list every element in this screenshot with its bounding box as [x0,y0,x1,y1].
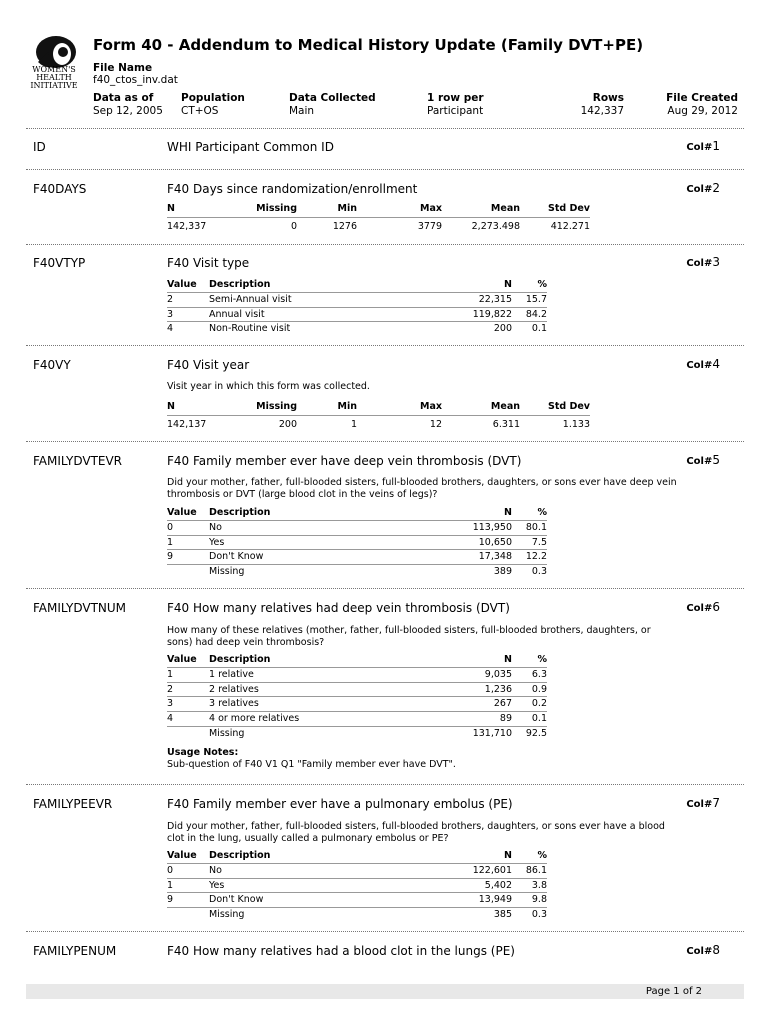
stat-value: 1.133 [520,416,590,431]
section-divider [26,128,744,129]
freq-pct: 80.1 [525,522,547,533]
section-divider [26,588,744,589]
variable-name: F40VTYP [33,256,86,270]
col-number: 5 [712,453,720,467]
col-prefix: Col# [686,360,713,371]
variable-name: FAMILYPENUM [33,944,117,958]
variable-label: F40 Visit type [167,256,250,270]
freq-pct: 0.3 [531,566,547,578]
frequency-table [167,653,547,740]
freq-header-n: N [504,507,512,518]
section-divider [26,784,744,785]
freq-pct: 0.9 [531,683,547,695]
freq-header-row [167,278,547,292]
freq-row [167,878,547,893]
stats-table [167,401,590,430]
freq-row [167,711,547,726]
freq-header-value: Value [167,507,197,518]
stat-value: 1276 [297,218,357,233]
stat-header: N [167,401,175,412]
freq-description: Don't Know [209,551,264,563]
col-prefix: Col# [686,456,713,467]
variable-description: Visit year in which this form was collected. [167,381,370,392]
freq-header-n: N [504,654,512,665]
freq-row [167,564,547,579]
freq-value: 3 [167,308,174,320]
freq-row [167,307,547,322]
frequency-table [167,849,547,922]
freq-description: No [209,865,222,876]
freq-description: Missing [209,566,245,578]
stat-header: Max [420,401,442,412]
variable-description: How many of these relatives (mother, father, full-blooded sisters, full-blooded brothers, daughters, or sons) had deep vein thrombosis? [167,625,651,648]
freq-header-value: Value [167,279,197,290]
freq-n: 9,035 [484,669,512,680]
stat-header: Mean [490,401,520,412]
freq-header-pct: % [537,654,547,665]
freq-n: 113,950 [472,522,512,533]
stat-value: 1 [297,416,357,431]
freq-description: No [209,522,222,533]
meta-label: 1 row per [427,92,484,104]
col-prefix: Col# [686,799,713,810]
freq-description: 3 relatives [209,698,259,710]
footer-bar [26,984,744,999]
meta-value: 142,337 [580,105,624,117]
freq-row [167,520,547,535]
freq-row [167,863,547,878]
variable-name: F40VY [33,358,71,372]
variable-label: F40 Family member ever have a pulmonary embolus (PE) [167,797,513,811]
freq-pct: 0.2 [531,698,547,710]
freq-n: 5,402 [484,879,512,891]
variable-name: FAMILYDVTEVR [33,454,123,468]
freq-value: 4 [167,713,174,725]
column-number [686,181,720,195]
freq-row [167,907,547,922]
freq-pct: 6.3 [531,669,547,680]
freq-n: 89 [499,713,512,725]
usage-notes-label: Usage Notes: [167,747,239,758]
freq-header-pct: % [537,507,547,518]
col-prefix: Col# [686,258,713,269]
freq-pct: 0.1 [531,713,547,725]
meta-row-per [427,92,484,118]
freq-description: Yes [209,879,225,891]
meta-label: Data Collected [289,92,376,104]
freq-row [167,321,547,336]
freq-value: 9 [167,551,174,563]
meta-value: Main [289,105,315,117]
freq-row [167,549,547,564]
meta-label: File Created [666,92,738,104]
freq-header-description: Description [209,850,271,861]
freq-n: 119,822 [472,308,512,320]
column-number [686,943,720,957]
freq-row [167,726,547,741]
section-divider [26,244,744,245]
freq-description: Non-Routine visit [209,323,291,335]
stat-value: 6.311 [442,416,520,431]
variable-name: F40DAYS [33,182,87,196]
meta-label: Population [181,92,245,104]
freq-pct: 15.7 [525,294,547,305]
freq-n: 131,710 [472,727,512,739]
stat-header: Max [420,203,442,214]
freq-pct: 9.8 [531,894,547,906]
freq-value: 4 [167,323,174,335]
freq-n: 200 [493,323,512,335]
freq-description: 2 relatives [209,683,259,695]
variable-label: F40 How many relatives had a blood clot in the lungs (PE) [167,944,515,958]
stat-header: Min [337,203,357,214]
freq-pct: 12.2 [525,551,547,563]
freq-value: 3 [167,698,174,710]
col-number: 7 [712,796,720,810]
meta-rows [581,92,624,118]
col-prefix: Col# [686,603,713,614]
col-number: 2 [712,181,720,195]
meta-value: Aug 29, 2012 [667,105,738,117]
freq-header-description: Description [209,654,271,665]
freq-pct: 3.8 [531,879,547,891]
stat-header: Std Dev [547,203,590,214]
freq-row [167,892,547,907]
stat-value: 142,137 [167,416,222,431]
freq-header-value: Value [167,850,197,861]
freq-description: 4 or more relatives [209,713,300,725]
column-number [686,255,720,269]
meta-population [181,92,245,118]
freq-value: 9 [167,894,174,906]
col-prefix: Col# [686,184,713,195]
whi-logo-text: WOMEN'S HEALTH INITIATIVE [30,65,78,90]
freq-row [167,667,547,682]
col-number: 3 [712,255,720,269]
freq-value: 2 [167,294,174,305]
column-number [686,796,720,810]
file-name-value: f40_ctos_inv.dat [93,74,178,86]
freq-header-row [167,506,547,520]
section-divider [26,169,744,170]
section-divider [26,931,744,932]
freq-n: 22,315 [478,294,512,305]
freq-value: 0 [167,522,174,533]
freq-n: 122,601 [472,865,512,876]
col-prefix: Col# [686,142,713,153]
frequency-table [167,278,547,336]
file-name-label: File Name [93,62,153,74]
freq-n: 1,236 [484,683,512,695]
variable-name: FAMILYPEEVR [33,797,113,811]
meta-value: CT+OS [181,105,219,117]
stat-value: 200 [222,416,297,431]
col-number: 6 [712,600,720,614]
stat-value: 412.271 [520,218,590,233]
freq-description: Annual visit [209,308,265,320]
freq-n: 13,949 [478,894,512,906]
variable-label: WHI Participant Common ID [167,140,334,154]
freq-pct: 86.1 [525,865,547,876]
usage-notes [167,747,456,771]
freq-n: 389 [493,566,512,578]
variable-label: F40 Days since randomization/enrollment [167,182,418,196]
frequency-table [167,506,547,579]
stat-value: 12 [357,416,442,431]
freq-pct: 0.1 [531,323,547,335]
variable-label: F40 How many relatives had deep vein thrombosis (DVT) [167,601,510,615]
stat-value: 3779 [357,218,442,233]
stat-header: Mean [490,203,520,214]
freq-pct: 84.2 [525,308,547,320]
column-number [686,139,720,153]
meta-value: Sep 12, 2005 [93,105,163,117]
freq-row [167,682,547,697]
stat-value: 0 [222,218,297,233]
meta-label: Rows [592,92,624,104]
stat-header: Std Dev [547,401,590,412]
freq-value: 2 [167,683,174,695]
freq-header-row [167,849,547,863]
col-number: 4 [712,357,720,371]
meta-data-collected [289,92,376,118]
variable-name: FAMILYDVTNUM [33,601,127,615]
section-divider [26,441,744,442]
freq-value: 1 [167,669,174,680]
col-number: 1 [712,139,720,153]
freq-pct: 0.3 [531,909,547,921]
freq-header-description: Description [209,279,271,290]
col-number: 8 [712,943,720,957]
freq-n: 385 [493,909,512,921]
stat-header: N [167,203,175,214]
column-number [686,357,720,371]
freq-header-n: N [504,850,512,861]
variable-description: Did your mother, father, full-blooded sisters, full-blooded brothers, daughters, or sons ever have a blood clot in the lung, usually called a pulmonary embolus or PE? [167,821,665,844]
variable-label: F40 Family member ever have deep vein thrombosis (DVT) [167,454,522,468]
freq-row [167,292,547,307]
freq-n: 17,348 [478,551,512,563]
col-prefix: Col# [686,946,713,957]
freq-header-n: N [504,279,512,290]
freq-pct: 7.5 [531,536,547,548]
freq-description: 1 relative [209,669,254,680]
freq-description: Yes [209,536,225,548]
variable-label: F40 Visit year [167,358,250,372]
freq-description: Semi-Annual visit [209,294,292,305]
freq-value: 0 [167,865,174,876]
meta-label: Data as of [93,92,154,104]
section-divider [26,345,744,346]
page-number: Page 1 of 2 [645,986,702,997]
freq-value: 1 [167,879,174,891]
freq-pct: 92.5 [525,727,547,739]
stat-header: Missing [256,401,297,412]
stat-header: Min [337,401,357,412]
stat-value: 2,273.498 [442,218,520,233]
column-number [686,453,720,467]
page-title: Form 40 - Addendum to Medical History Update (Family DVT+PE) [93,36,644,54]
freq-row [167,696,547,711]
variable-name: ID [33,140,46,154]
stats-table [167,203,590,232]
column-number [686,600,720,614]
freq-n: 267 [493,698,512,710]
freq-header-value: Value [167,654,197,665]
freq-n: 10,650 [478,536,512,548]
freq-description: Don't Know [209,894,264,906]
meta-file-created [666,92,738,118]
freq-header-pct: % [537,850,547,861]
usage-notes-text: Sub-question of F40 V1 Q1 "Family member ever have DVT". [167,759,456,770]
freq-description: Missing [209,909,245,921]
freq-header-description: Description [209,507,271,518]
freq-header-row [167,653,547,667]
freq-header-pct: % [537,279,547,290]
meta-data-as-of [93,92,163,118]
meta-value: Participant [427,105,484,117]
stat-value: 142,337 [167,218,222,233]
freq-value: 1 [167,536,174,548]
variable-description: Did your mother, father, full-blooded sisters, full-blooded brothers, daughters, or sons ever have deep vein thrombosis or DVT (large blood clot in the veins of legs)? [167,477,677,500]
stat-header: Missing [256,203,297,214]
freq-description: Missing [209,727,245,739]
freq-row [167,535,547,550]
